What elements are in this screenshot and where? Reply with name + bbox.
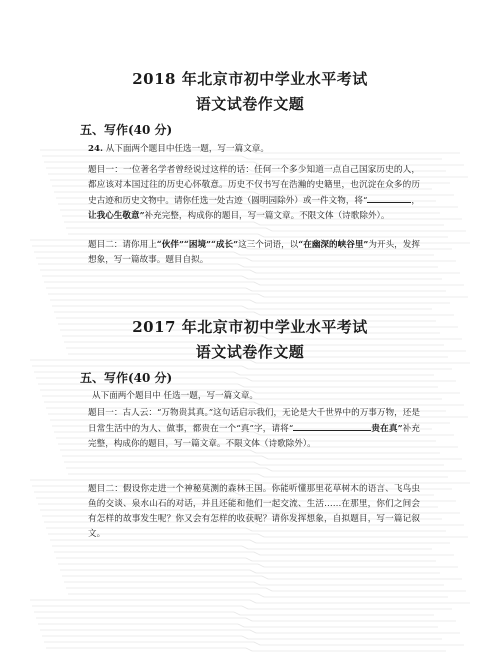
topic-2-text-b: 这三个词语，以 <box>238 240 299 250</box>
question-number: 24. <box>88 144 103 154</box>
topic-1-text-b: ， <box>411 196 421 206</box>
keyword-difficulty: “困境” <box>183 240 211 250</box>
instruction-2017: 从下面两个题目中 任选一题，写一篇文章。 <box>92 391 259 401</box>
topic-1-2018 <box>88 163 420 224</box>
topic-1-bold-phrase: 贵在真” <box>371 424 403 434</box>
topic-1-bold-phrase: 让我心生敬意” <box>88 211 145 221</box>
title-2017-line2: 语文试卷作文题 <box>195 343 305 361</box>
topic-2-text-d: 为开头，发挥想象，写一篇故事。题目自拟。 <box>88 240 420 265</box>
topic-2-2018 <box>88 238 420 268</box>
topic-1-2017 <box>88 406 420 452</box>
instruction-text: 从下面两个题目中任选一题，写一篇文章。 <box>105 144 269 154</box>
topic-1-text-a: 题目一：古人云：“万物贵其真。”这句话启示我们，无论是大千世界中的万事万物，还是日常生活中的为人、做事，都贵在一个“真”字，请将“ <box>88 408 420 434</box>
topic-2-2017: 题目二：假设你走进一个神秘莫测的森林王国。你能听懂那里花草树木的语言、飞鸟虫鱼的交谈、泉水山石的对话，并且还能和他们一起交流、生活……在那里，你们之间会有怎样的故事发生呢？你又会有怎样的收获呢？请你发挥想象，自拟题目，写一篇记叙文。 <box>88 484 420 539</box>
keyword-partner: “伙伴” <box>156 240 184 250</box>
opening-phrase: “在幽深的峡谷里” <box>298 240 369 250</box>
title-2018-line1: 2018 年北京市初中学业水平考试 <box>132 70 368 88</box>
keyword-growth: “成长” <box>210 240 239 250</box>
topic-2-text-a: 题目二：请你用上 <box>88 240 157 250</box>
topic-1-text-a: 题目一：一位著名学者曾经说过这样的话：任何一个多少知道一点自己国家历史的人，都应该对本国过往的历史心怀敬意。历史不仅书写在浩瀚的史籍里，也沉淀在众多的历史古迹和历史文物中。请你任选一处古迹（圆明园除外）或一件文物，将“ <box>88 165 420 206</box>
title-2017-line1: 2017 年北京市初中学业水平考试 <box>132 318 368 336</box>
section-heading-2017: 五、写作(40 分) <box>80 371 173 385</box>
topic-1-text-d: 补充完整，构成你的题目，写一篇文章。不限文体（诗歌除外）。 <box>144 211 390 221</box>
section-heading-2018: 五、写作(40 分) <box>80 123 173 137</box>
fill-in-blank <box>293 421 371 431</box>
topic-1-text-c: 补充完整，构成你的题目，写一篇文章。不限文体（诗歌除外）。 <box>88 424 420 449</box>
title-2018-line2: 语文试卷作文题 <box>195 95 305 113</box>
fill-in-blank <box>367 193 411 203</box>
instruction-2018 <box>88 142 420 157</box>
